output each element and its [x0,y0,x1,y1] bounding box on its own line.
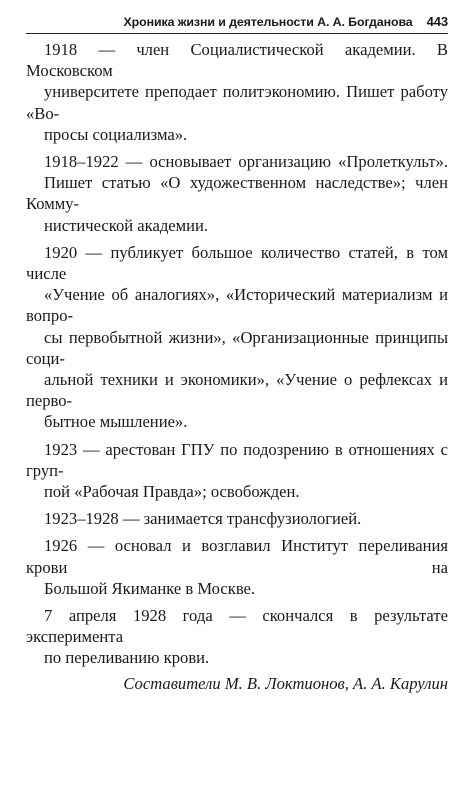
book-page [26,14,448,694]
chronicle-entry [26,151,448,236]
running-head [26,14,448,34]
text-line: по переливанию крови. [44,648,210,668]
text-line: бытное мышление». [44,412,188,432]
text-line: 1918–1922 — основывает организацию «Пролеткульт». [44,152,448,172]
text-line: 1920 — публикует большое количество статей, в том числе [26,242,448,284]
text-line: нистической академии. [44,215,209,235]
text-line: Пишет статью «О художественном наследстве»; член Комму- [26,173,448,214]
chronicle-entry [26,508,448,529]
page-number: 443 [426,14,448,29]
text-line: 1926 — основал и возглавил Институт переливания крови на [26,536,448,577]
chronicle-entry [26,439,448,503]
text-line: 7 апреля 1928 года — скончался в результате эксперимента [26,606,448,647]
text-line: пой «Рабочая Правда»; освобожден. [44,482,300,502]
chronicle-entry [26,242,448,433]
text-line: университете преподает политэкономию. Пишет работу «Во- [26,82,448,123]
text-line: сы первобытной жизни», «Организационные принципы соци- [26,327,448,368]
text-line: Большой Якиманке в Москве. [44,578,256,598]
running-head-title: Хроника жизни и деятельности А. А. Богданова [123,15,413,29]
text-line: 1918 — член Социалистической академии. В Московском [26,40,448,81]
text-line: альной техники и экономики», «Учение о рефлексах и перво- [26,370,448,411]
text-line: просы социализма». [44,124,188,144]
chronicle-entry [26,39,448,145]
text-line: «Учение об аналогиях», «Исторический материализм и вопро- [26,285,448,326]
text-line: 1923–1928 — занимается трансфузиологией. [44,509,362,529]
chronicle-entry [26,605,448,669]
compilers-signature: Составители М. В. Локтионов, А. А. Карулин [123,673,448,693]
chronicle-text [26,39,448,669]
text-line: 1923 — арестован ГПУ по подозрению в отношениях с груп- [26,439,448,480]
chronicle-entry [26,535,448,599]
